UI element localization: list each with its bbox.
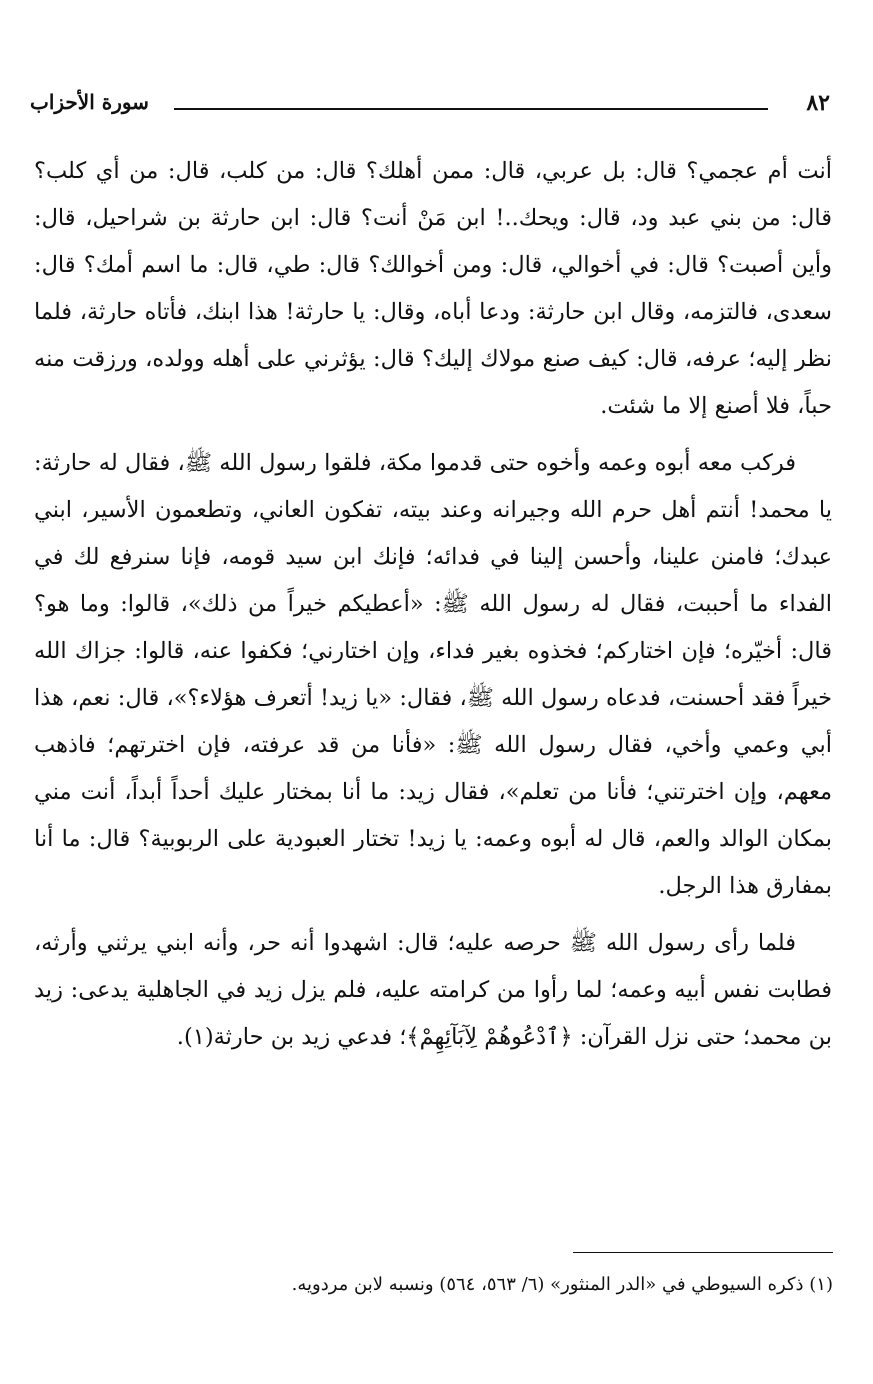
footnote-rule [573,1252,833,1253]
paragraph-2: فركب معه أبوه وعمه وأخوه حتى قدموا مكة، فلقوا رسول الله ﷺ، فقال له حارثة: يا محمد! أنتم أهل حرم الله وجيرانه وعند بيته، تفكون العاني، وتطعمون الأسير، ابني عبدك؛ فامنن علينا، وأحسن إلينا في فدائه؛ فإنك ابن سيد قومه، فإنا سنرفع لك في الفداء ما أحببت، فقال له رسول الله ﷺ: «أعطيكم خيراً من ذلك»، قالوا: وما هو؟ قال: أخيّره؛ فإن اختاركم؛ فخذوه بغير فداء، وإن اختارني؛ فكفوا عنه، قالوا: جزاك الله خيراً فقد أحسنت، فدعاه رسول الله ﷺ، فقال: «يا زيد! أتعرف هؤلاء؟»، قال: نعم، هذا أبي وعمي وأخي، فقال رسول الله ﷺ: «فأنا من قد عرفته، فإن اخترتهم؛ فاذهب معهم، وإن اخترتني؛ فأنا من تعلم»، فقال زيد: ما أنا بمختار عليك أحداً أبداً، أنت مني بمكان الوالد والعم، قال له أبوه وعمه: يا زيد! تختار العبودية على الربوبية؟ قال: ما أنا بمفارق هذا الرجل. [34,450,832,899]
page-number: ٨٢ [806,90,830,116]
paragraph-3: فلما رأى رسول الله ﷺ حرصه عليه؛ قال: اشهدوا أنه حر، وأنه ابني يرثني وأرثه، فطابت نفس أبيه وعمه؛ لما رأوا من كرامته عليه، فلم يزل زيد في الجاهلية يدعى: زيد بن محمد؛ حتى نزل القرآن: ﴿ٱدْعُوهُمْ لِآبَآئِهِمْ﴾؛ فدعي زيد بن حارثة(١). [34,930,832,1050]
page-header [30,88,830,128]
running-title: سورة الأحزاب [30,90,149,114]
paragraph-1: أنت أم عجمي؟ قال: بل عربي، قال: ممن أهلك؟ قال: من كلب، قال: من أي كلب؟ قال: من بني عبد ود، قال: ويحك..! ابن مَنْ أنت؟ قال: ابن حارثة بن شراحيل، قال: وأين أصبت؟ قال: في أخوالي، قال: ومن أخوالك؟ قال: طي، قال: ما اسم أمك؟ قال: سعدى، فالتزمه، وقال ابن حارثة: ودعا أباه، وقال: يا حارثة! هذا ابنك، فأتاه حارثة، فلما نظر إليه؛ عرفه، قال: كيف صنع مولاك إليك؟ قال: يؤثرني على أهله وولده، ورزقت منه حباً، فلا أصنع إلا ما شئت. [34,158,832,419]
header-rule [174,108,768,110]
footnote: (١) ذكره السيوطي في «الدر المنثور» (٦/ ٥٦٣، ٥٦٤) ونسبه لابن مردويه. [291,1274,833,1295]
body-text [34,148,832,1071]
